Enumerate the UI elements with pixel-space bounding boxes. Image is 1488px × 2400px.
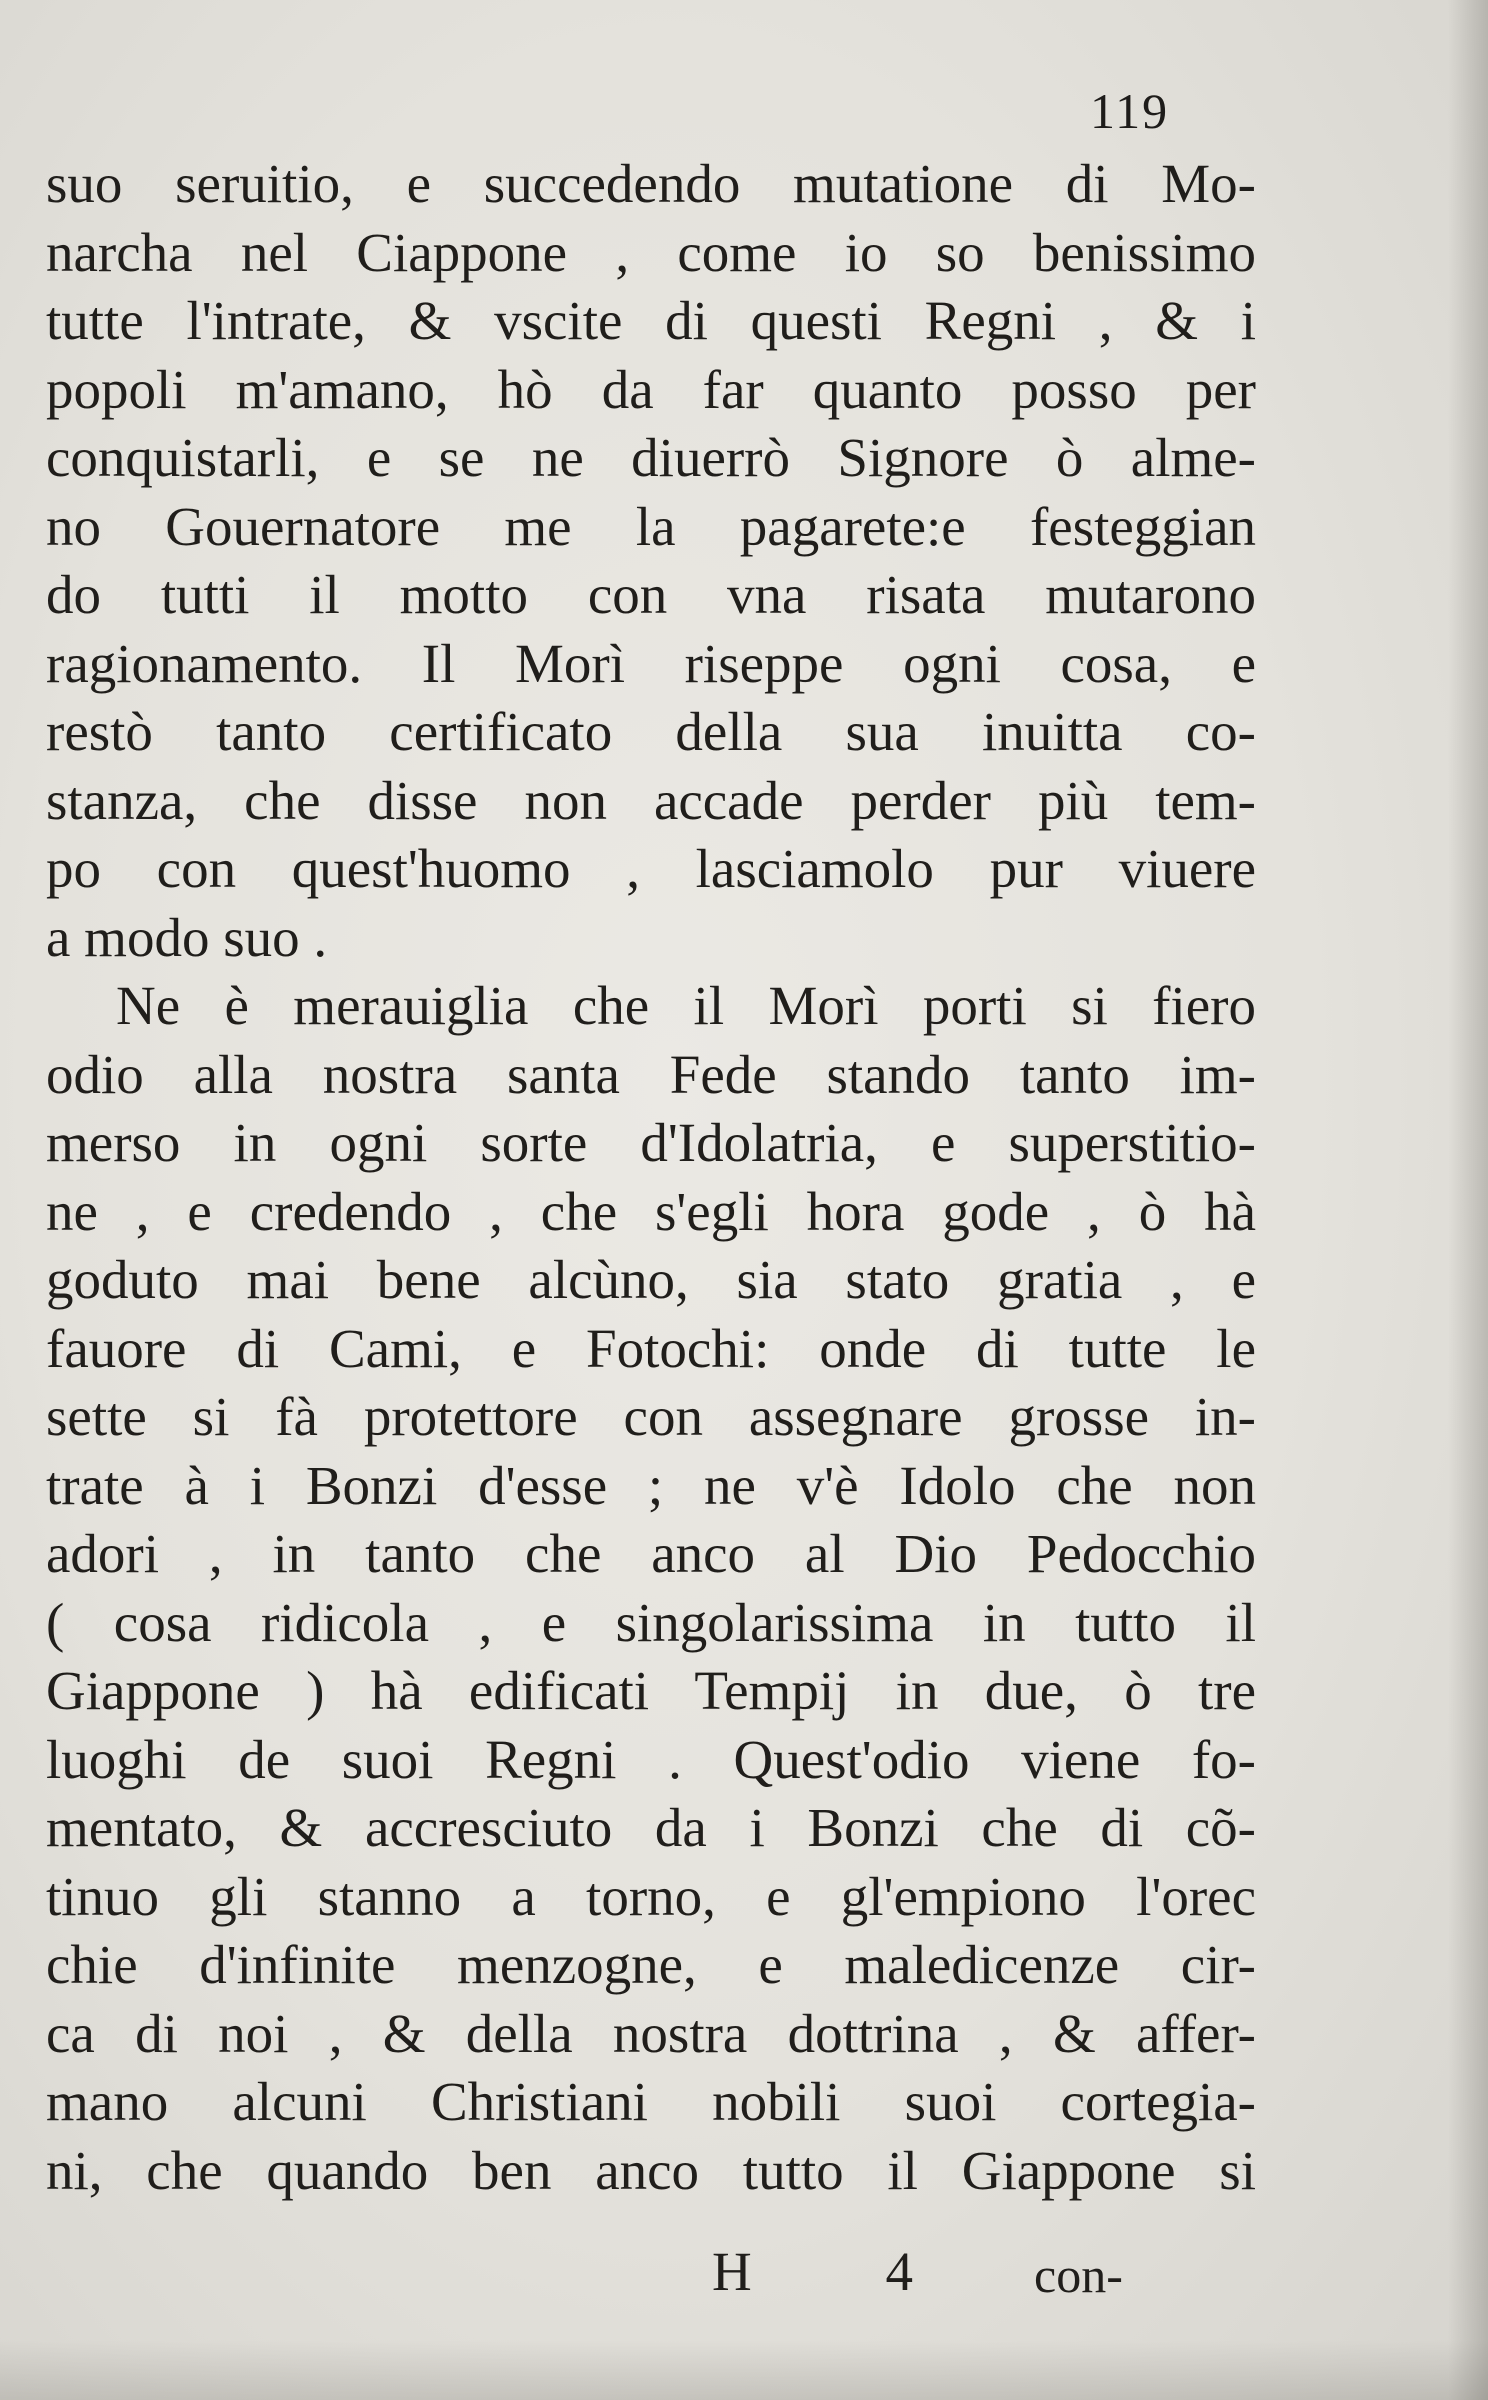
text-line: merso in ogni sorte d'Idolatria, e superstitio- [46, 1112, 1256, 1173]
text-line: odio alla nostra santa Fede stando tanto im- [46, 1043, 1256, 1105]
page-edge-shadow [1448, 0, 1488, 2400]
body-text [46, 150, 1256, 2205]
text-line: chie d'infinite menzogne, e maledicenze cir- [46, 1934, 1256, 1995]
page-footer [0, 2240, 1488, 2310]
text-line: Giappone ) hà edificati Tempij in due, ò tre [46, 1660, 1256, 1721]
text-line: mentato, & accresciuto da i Bonzi che di cõ- [46, 1797, 1256, 1858]
text-line: adori , in tanto che anco al Dio Pedocchio [46, 1523, 1256, 1584]
paragraph-start-line: Ne è merauiglia che il Morì porti si fiero [116, 975, 1256, 1036]
text-line: ( cosa ridicola , e singolarissima in tutto il [46, 1591, 1256, 1653]
text-line: no Gouernatore me la pagarete:e festeggian [46, 495, 1256, 557]
text-line: trate à i Bonzi d'esse ; ne v'è Idolo che non [46, 1454, 1256, 1516]
text-line: narcha nel Ciappone , come io so benissimo [46, 221, 1256, 283]
text-line: luoghi de suoi Regni . Quest'odio viene fo- [46, 1728, 1256, 1790]
catchword: con- [1034, 2247, 1123, 2303]
text-line: do tutti il motto con vna risata mutarono [46, 564, 1256, 625]
text-line: po con quest'huomo , lasciamolo pur viuere [46, 838, 1256, 899]
text-line: mano alcuni Christiani nobili suoi cortegia- [46, 2071, 1256, 2132]
text-line: sette si fà protettore con assegnare grosse in- [46, 1386, 1256, 1447]
text-line: suo seruitio, e succedendo mutatione di Mo- [46, 153, 1256, 214]
text-line: fauore di Cami, e Fotochi: onde di tutte le [46, 1317, 1256, 1379]
text-line: tutte l'intrate, & vscite di questi Regni , & i [46, 290, 1256, 351]
text-line: goduto mai bene alcùno, sia stato gratia , e [46, 1249, 1256, 1310]
page-bottom-shadow [0, 2340, 1488, 2400]
page-number: 119 [1090, 83, 1170, 139]
text-line: restò tanto certificato della sua inuitta co- [46, 701, 1256, 762]
text-line: tinuo gli stanno a torno, e gl'empiono l'orec [46, 1865, 1256, 1927]
text-line: popoli m'amano, hò da far quanto posso per [46, 358, 1256, 420]
text-line: stanza, che disse non accade perder più tem- [46, 769, 1256, 831]
text-line: ne , e credendo , che s'egli hora gode , ò hà [46, 1180, 1256, 1242]
signature-mark: H 4 [712, 2241, 973, 2302]
text-line: ragionamento. Il Morì riseppe ogni cosa, e [46, 632, 1256, 694]
text-line: ca di noi , & della nostra dottrina , & affer- [46, 2002, 1256, 2064]
text-line: conquistarli, e se ne diuerrò Signore ò alme- [46, 427, 1256, 488]
paragraph-end-line: a modo suo . [46, 906, 328, 968]
text-line: ni, che quando ben anco tutto il Giappone si [46, 2139, 1256, 2201]
